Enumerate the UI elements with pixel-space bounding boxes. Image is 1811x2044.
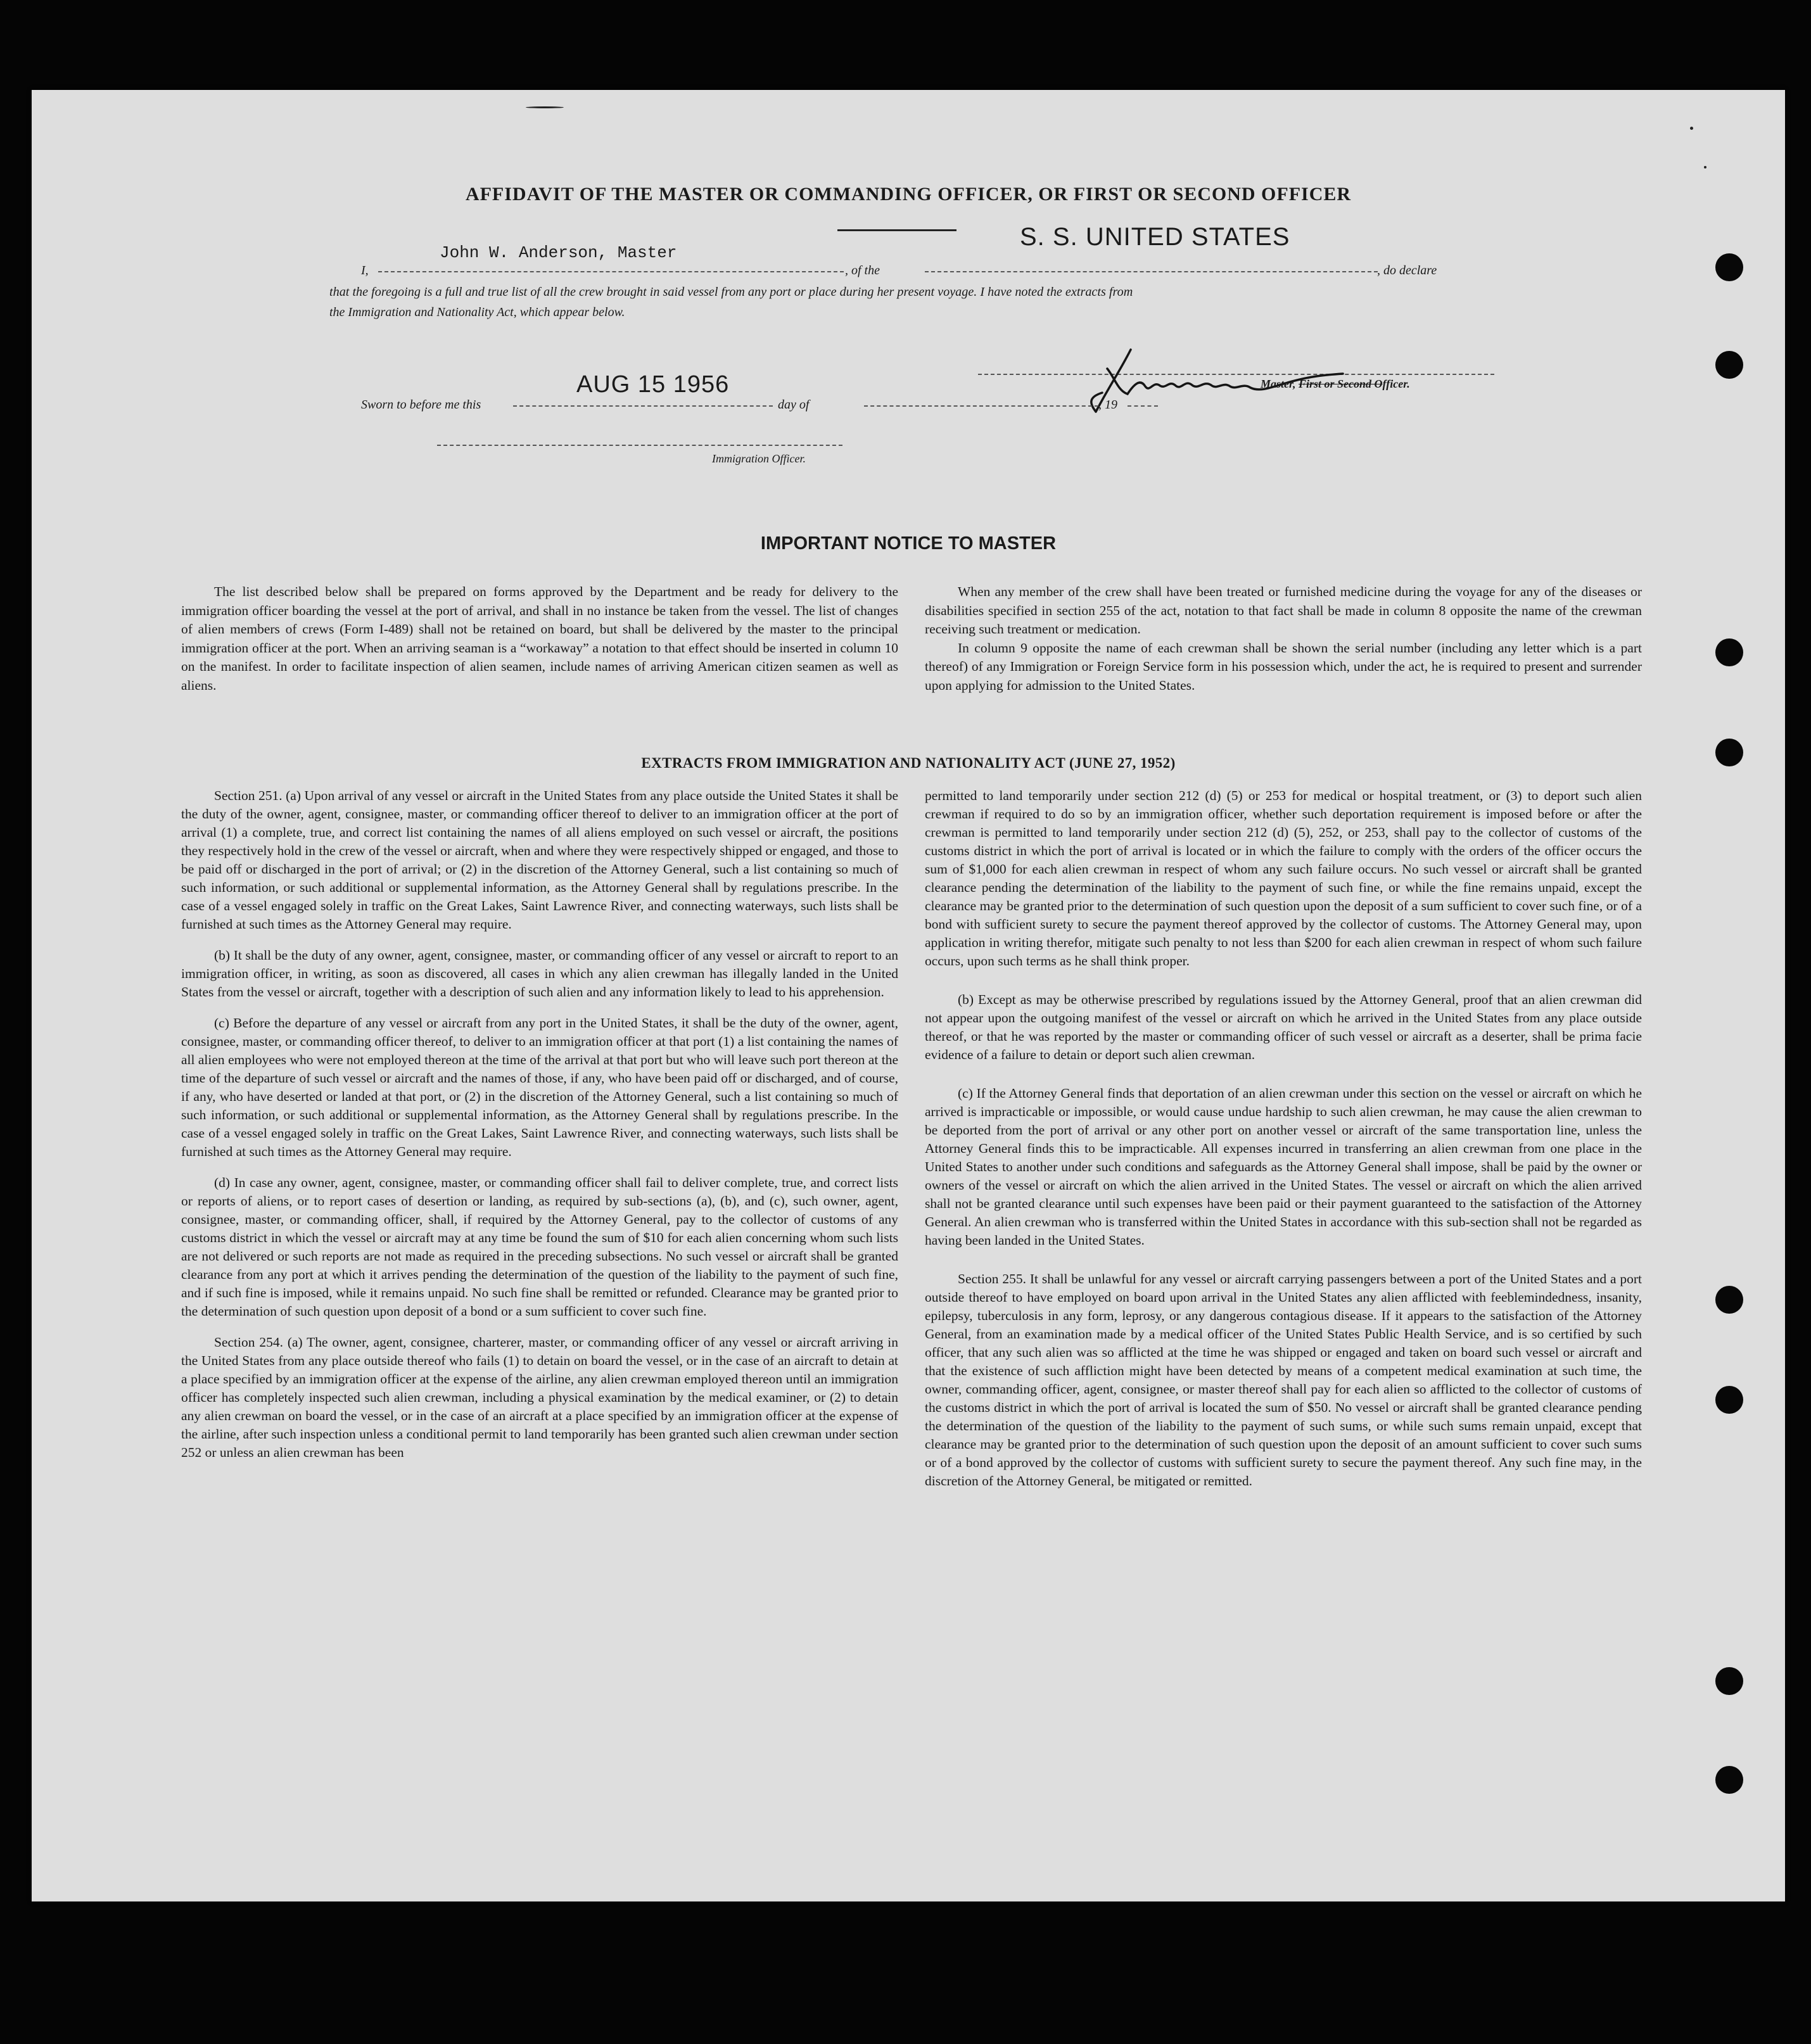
affidavit-title: AFFIDAVIT OF THE MASTER OR COMMANDING OFFICER, OR FIRST OR SECOND OFFICER xyxy=(465,184,1352,205)
signature-caption-master: Master, xyxy=(1261,378,1299,390)
immigration-officer-label: Immigration Officer. xyxy=(712,452,806,465)
vessel-name: S. S. UNITED STATES xyxy=(1020,223,1290,251)
year-label: , 19 xyxy=(1098,398,1117,412)
section-254-a-continued: permitted to land temporarily under section 212 (d) (5) or 253 for medical or hospital treatment, or (3) to deport such alien crewman if required to do so by an immigration officer, whether such deportation requirement is imposed before or after the crewman is permitted to land temporarily under section 212 (d) (5), 252, or 253, shall pay to the collector of customs of the customs district in which the port of arrival is located or in which the failure to comply with the orders of the officer occurs the sum of $1,000 for each alien crewman in respect of whom any such failure occurs. No such vessel or aircraft shall be granted clearance pending the determination of the liability to the payment of such fine, or while the fine remains unpaid, except the clearance may be granted prior to the determination of such question upon the deposit of a sum sufficient to cover such fine, or of a bond with sufficient surety to secure the payment thereof approved by the collector of customs. The Attorney General may, upon application in writing therefor, mitigate such penalty to not less than $200 for each alien crewman in respect of whom such failure occurs, upon such terms as he shall think proper. xyxy=(925,788,1642,968)
sworn-date: AUG 15 1956 xyxy=(576,371,730,398)
officer-name-line xyxy=(378,271,844,272)
notice-left-paragraph: The list described below shall be prepared on forms approved by the Department and be ready for delivery to the immigration officer boarding the vessel at the port of arrival, and shall in no instance be taken from the vessel. The list of changes of alien members of crews (Form I-489) shall not be retained on board, but shall be delivered by the master to the principal immigration officer at the port. When an arriving seaman is a “workaway” a notation to that effect should be inserted in column 10 on the manifest. In order to facilitate inspection of alien seamen, include names of arriving American citizen seamen as well as aliens. xyxy=(181,584,898,693)
sworn-label: Sworn to before me this xyxy=(361,398,481,412)
section-251-a: Section 251. (a) Upon arrival of any vessel or aircraft in the United States from any place outside the United States it shall be the duty of the owner, agent, consignee, master, or commanding officer thereof to deliver to an immigration officer at the port of arrival (1) a complete, true, and correct list containing the names of all aliens employed on such vessel or aircraft, the positions they respectively hold in the crew of the vessel or aircraft, when and where they were respectively shipped or engaged, and those to be paid off or discharged in the port of arrival; or (2) in the discretion of the Attorney General, such a list containing so much of such information, or such additional or supplemental information, as the Attorney General shall by regulations prescribe. In the case of a vessel engaged solely in traffic on the Great Lakes, Saint Lawrence River, and connecting waterways, such lists shall be furnished at such times as the Attorney General may require. xyxy=(181,788,898,932)
paper-speck xyxy=(526,106,564,108)
binder-hole xyxy=(1715,1386,1743,1414)
binder-hole xyxy=(1715,1766,1743,1794)
statement-line-1: that the foregoing is a full and true list of all the crew brought in said vessel from any port or place during her present voyage. I have noted the extracts from xyxy=(329,285,1133,299)
officer-name: John W. Anderson, Master xyxy=(440,243,677,262)
sworn-day-line xyxy=(513,405,773,407)
signature-caption-end: fficer. xyxy=(1382,378,1410,390)
section-255: Section 255. It shall be unlawful for any vessel or aircraft carrying passengers between a port of the United States and a port outside thereof to have employed on board upon arrival in the United States any alien afflicted with feeblemindedness, insanity, epilepsy, tuberculosis in any form, leprosy, or any dangerous contagious disease. If it appears to the satisfaction of the Attorney General, from an examination made by a medical officer of the United States Public Health Service, and is so certified by such officer, that any such alien was so afflicted at the time he was shipped or engaged and taken on board such vessel or aircraft and that the existence of such affliction might have been detected by means of a competent medical examination at such time, the owner, commanding officer, agent, consignee, or master thereof shall pay for each alien so afflicted to the collector of customs of the customs district in which the port of arrival is located the sum of $50. No vessel or aircraft shall be granted clearance pending the determination of the question of the liability to the payment of such sums, or while such sums remain unpaid, except that clearance may be granted prior to the determination of such question upon the deposit of an amount sufficient to cover such sums or of a bond approved by the collector of customs with sufficient surety to secure the payment thereof. Any such fine may, in the discretion of the Attorney General, be mitigated or remitted. xyxy=(925,1271,1642,1489)
extracts-title: EXTRACTS FROM IMMIGRATION AND NATIONALITY ACT (JUNE 27, 1952) xyxy=(641,755,1176,771)
extracts-right-column xyxy=(925,787,1642,1503)
do-declare-label: , do declare xyxy=(1377,263,1437,277)
statement-line-2: the Immigration and Nationality Act, which appear below. xyxy=(329,305,625,319)
vessel-name-line xyxy=(925,271,1378,272)
binder-hole xyxy=(1715,638,1743,666)
extracts-left-column xyxy=(181,787,898,1475)
signature-caption xyxy=(1261,378,1410,391)
of-the-label: , of the xyxy=(845,263,880,277)
notice-title: IMPORTANT NOTICE TO MASTER xyxy=(760,533,1057,554)
sworn-year-line xyxy=(1128,405,1158,407)
section-254-a: Section 254. (a) The owner, agent, consignee, charterer, master, or commanding officer of any vessel or aircraft arriving in the United States from any place outside thereof who fails (1) to detain on board the vessel, or in the case of an aircraft to detain at a place specified by an immigration officer at the expense of the airline, any alien crewman employed thereon until an immigration officer has completely inspected such alien crewman, including a physical examination by the medical examiner, or (2) to detain any alien crewman on board the vessel, or in the case of an aircraft at a place specified by an immigration officer at the expense of the airline, after such inspection unless a conditional permit to land temporarily has been granted such alien crewman under section 252 or unless an alien crewman has been xyxy=(181,1335,898,1460)
paper-speck xyxy=(1704,166,1706,168)
section-254-c: (c) If the Attorney General finds that deportation of an alien crewman under this section on the vessel or aircraft on which he arrived is impracticable or impossible, or would cause undue hardship to such alien crewman, he may cause the alien crewman to be deported from the port of arrival or any other port on another vessel or aircraft of the same transportation line, unless the Attorney General finds this to be impracticable. All expenses incurred in transferring an alien crewman from one place in the United States to another under such conditions and safeguards as the Attorney General shall impose, shall be paid by the owner or owners of the vessel or aircraft on which the alien arrived in the United States. The vessel or aircraft on which the alien arrived shall not be granted clearance until such expenses have been paid or their payment guaranteed to the satisfaction of the Attorney General. An alien crewman who is transferred within the United States in accordance with this sub-section shall not be regarded as having been landed in the United States. xyxy=(925,1086,1642,1248)
binder-hole xyxy=(1715,253,1743,281)
section-251-d: (d) In case any owner, agent, consignee, master, or commanding officer shall fail to deliver complete, true, and correct lists or reports of aliens, or to report cases of desertion or landing, as required by sub-sections (a), (b), and (c), such owner, agent, consignee, master, or commanding officer, shall, if required by the Attorney General, pay to the collector of customs of any customs district in which the vessel or aircraft may at any time be found the sum of $10 for each alien concerning whom such lists are not delivered or such reports are not made as required in the preceding subsections. No such vessel or aircraft shall be granted clearance from any port at which it arrives pending the determination of the question of the liability to the payment of such fine, and if such fine is imposed, while it remains unpaid. No such fine shall be remitted or refunded. Clearance may be granted prior to the determination of such question upon deposit of a bond or a sum sufficient to cover such fine. xyxy=(181,1175,898,1319)
signature-caption-struck: First or Second O xyxy=(1299,378,1383,390)
sworn-month-line xyxy=(864,405,1098,407)
notice-right-paragraph-2: In column 9 opposite the name of each crewman shall be shown the serial number (including any letter which is a part thereof) of any Immigration or Foreign Service form in his possession which, under the act, he is required to present and surrender upon applying for admission to the United States. xyxy=(925,640,1642,693)
title-rule xyxy=(837,229,956,231)
i-label: I, xyxy=(361,263,369,277)
paper-speck xyxy=(1690,127,1693,130)
binder-hole xyxy=(1715,351,1743,379)
binder-hole xyxy=(1715,1286,1743,1314)
section-251-c: (c) Before the departure of any vessel or aircraft from any port in the United States, it shall be the duty of the owner, agent, consignee, master, or commanding officer thereof, to deliver to an immigration officer at that port (1) a list containing the names of all alien employees who were not employed thereon at the time of the arrival at that port but who will leave such port thereon at the time of the departure of such vessel or aircraft and the names of those, if any, who have been paid off or discharged, and of course, if any, who have deserted or landed at that port, or (2) in the discretion of the Attorney General, such a list containing so much of such information, or such additional or supplemental information, as the Attorney General shall by regulations prescribe. In the case of a vessel engaged solely in traffic on the Great Lakes, Saint Lawrence River, and connecting waterways, such lists shall be furnished at such times as the Attorney General may require. xyxy=(181,1015,898,1159)
section-254-b: (b) Except as may be otherwise prescribed by regulations issued by the Attorney General, proof that an alien crewman did not appear upon the outgoing manifest of the vessel or aircraft on which he arrived in the United States from any place outside thereof, or that he was reported by the master or commanding officer of such vessel or aircraft as a deserter, shall be prima facie evidence of a failure to detain or deport such alien crewman. xyxy=(925,992,1642,1062)
notice-left-column xyxy=(181,583,898,708)
binder-hole xyxy=(1715,1667,1743,1695)
document-page xyxy=(32,90,1785,1901)
notice-right-paragraph-1: When any member of the crew shall have been treated or furnished medicine during the voyage for any of the diseases or disabilities specified in section 255 of the act, notation to that fact shall be made in column 8 opposite the name of the crewman receiving such treatment or medication. xyxy=(925,584,1642,637)
immigration-officer-line xyxy=(437,445,842,446)
section-251-b: (b) It shall be the duty of any owner, agent, consignee, master, or commanding officer of any vessel or aircraft to report to an immigration officer, in writing, as soon as discovered, all cases in which any alien crewman has illegally landed in the United States from the vessel or aircraft, together with a description of such alien and any information likely to lead to his apprehension. xyxy=(181,948,898,1000)
notice-right-column xyxy=(925,583,1642,708)
day-of-label: day of xyxy=(778,398,810,412)
